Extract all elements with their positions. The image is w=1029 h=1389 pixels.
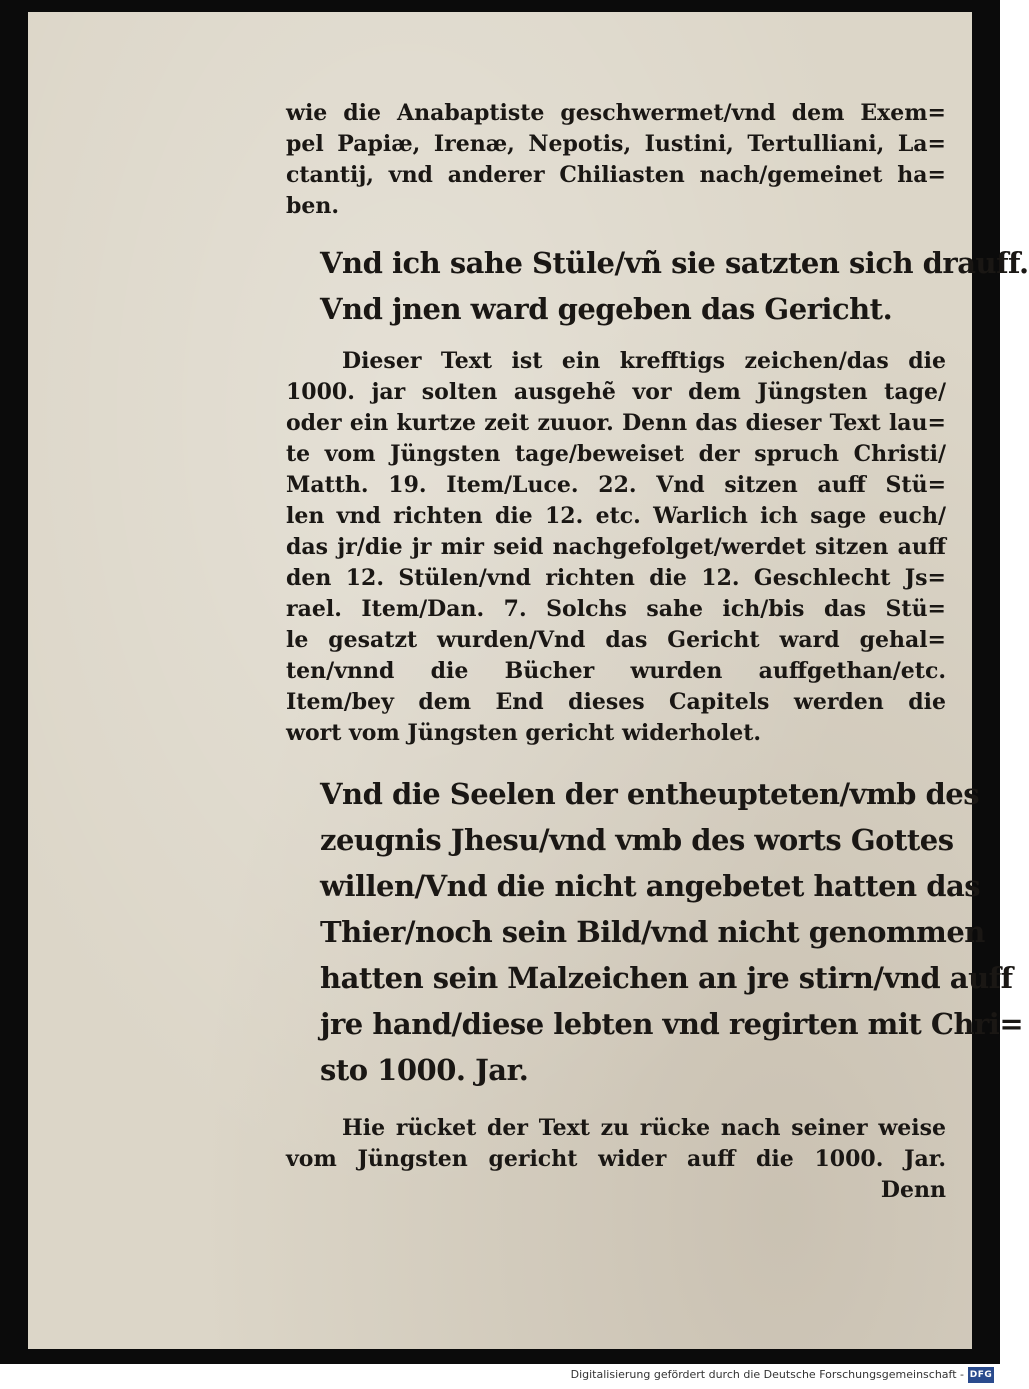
funding-credit: Digitalisierung gefördert durch die Deutsche Forschungsgemeinschaft - xyxy=(570,1368,964,1381)
text-line: Dieser Text ist ein krefftigs zeichen/das die xyxy=(342,348,946,374)
text-line: te vom Jüngsten tage/beweiset der spruch Christi/ xyxy=(286,441,946,467)
verse-line: zeugnis Jhesu/vnd vmb des worts Gottes xyxy=(320,823,954,857)
verse-line: Vnd ich sahe Stüle/vñ sie satzten sich drauff. xyxy=(320,246,1029,280)
text-line: ctantij, vnd anderer Chiliasten nach/gemeinet ha= xyxy=(286,162,946,188)
verse-line: Vnd jnen ward gegeben das Gericht. xyxy=(320,292,893,326)
text-line: oder ein kurtze zeit zuuor. Denn das dieser Text lau= xyxy=(286,410,946,436)
paragraph-1 xyxy=(286,98,946,222)
verse-line: hatten sein Malzeichen an jre stirn/vnd auff xyxy=(320,961,1013,995)
book-page xyxy=(28,12,1029,1349)
text-line: vom Jüngsten gericht wider auff die 1000. Jar. xyxy=(286,1146,946,1172)
text-line: Matth. 19. Item/Luce. 22. Vnd sitzen auff Stü= xyxy=(286,472,946,498)
verse-line: jre hand/diese lebten vnd regirten mit Chri= xyxy=(320,1007,1024,1041)
text-line: wort vom Jüngsten gericht widerholet. xyxy=(286,720,762,746)
dfg-logo-icon: DFG xyxy=(968,1367,994,1383)
footer-bar xyxy=(0,1364,1000,1389)
verse-line: willen/Vnd die nicht angebetet hatten das xyxy=(320,869,981,903)
paragraph-2 xyxy=(286,346,946,749)
text-line: rael. Item/Dan. 7. Solchs sahe ich/bis das Stü= xyxy=(286,596,946,622)
text-line: ben. xyxy=(286,193,340,219)
verse-line: Vnd die Seelen der entheupteten/vmb des xyxy=(320,777,980,811)
paragraph-3 xyxy=(286,1113,946,1175)
page-text xyxy=(286,98,1029,1206)
text-line: wie die Anabaptiste geschwermet/vnd dem Exem= xyxy=(286,100,946,126)
text-line: 1000. jar solten ausgehẽ vor dem Jüngsten tage/ xyxy=(286,379,946,405)
verse-line: sto 1000. Jar. xyxy=(320,1053,529,1087)
text-line: Hie rücket der Text zu rücke nach seiner weise xyxy=(342,1115,946,1141)
text-line: den 12. Stülen/vnd richten die 12. Geschlecht Js= xyxy=(286,565,946,591)
text-line: le gesatzt wurden/Vnd das Gericht ward gehal= xyxy=(286,627,946,653)
text-line: len vnd richten die 12. etc. Warlich ich sage euch/ xyxy=(286,503,946,529)
verse-line: Thier/noch sein Bild/vnd nicht genommen xyxy=(320,915,985,949)
verse-2 xyxy=(286,771,1024,1093)
text-line: das jr/die jr mir seid nachgefolget/werdet sitzen auff xyxy=(286,534,946,560)
text-line: pel Papiæ, Irenæ, Nepotis, Iustini, Tertulliani, La= xyxy=(286,131,946,157)
verse-1 xyxy=(286,240,1029,332)
catchword: Denn xyxy=(880,1177,946,1203)
text-line: ten/vnnd die Bücher wurden auffgethan/etc. xyxy=(286,658,946,684)
text-line: Item/bey dem End dieses Capitels werden die xyxy=(286,689,946,715)
